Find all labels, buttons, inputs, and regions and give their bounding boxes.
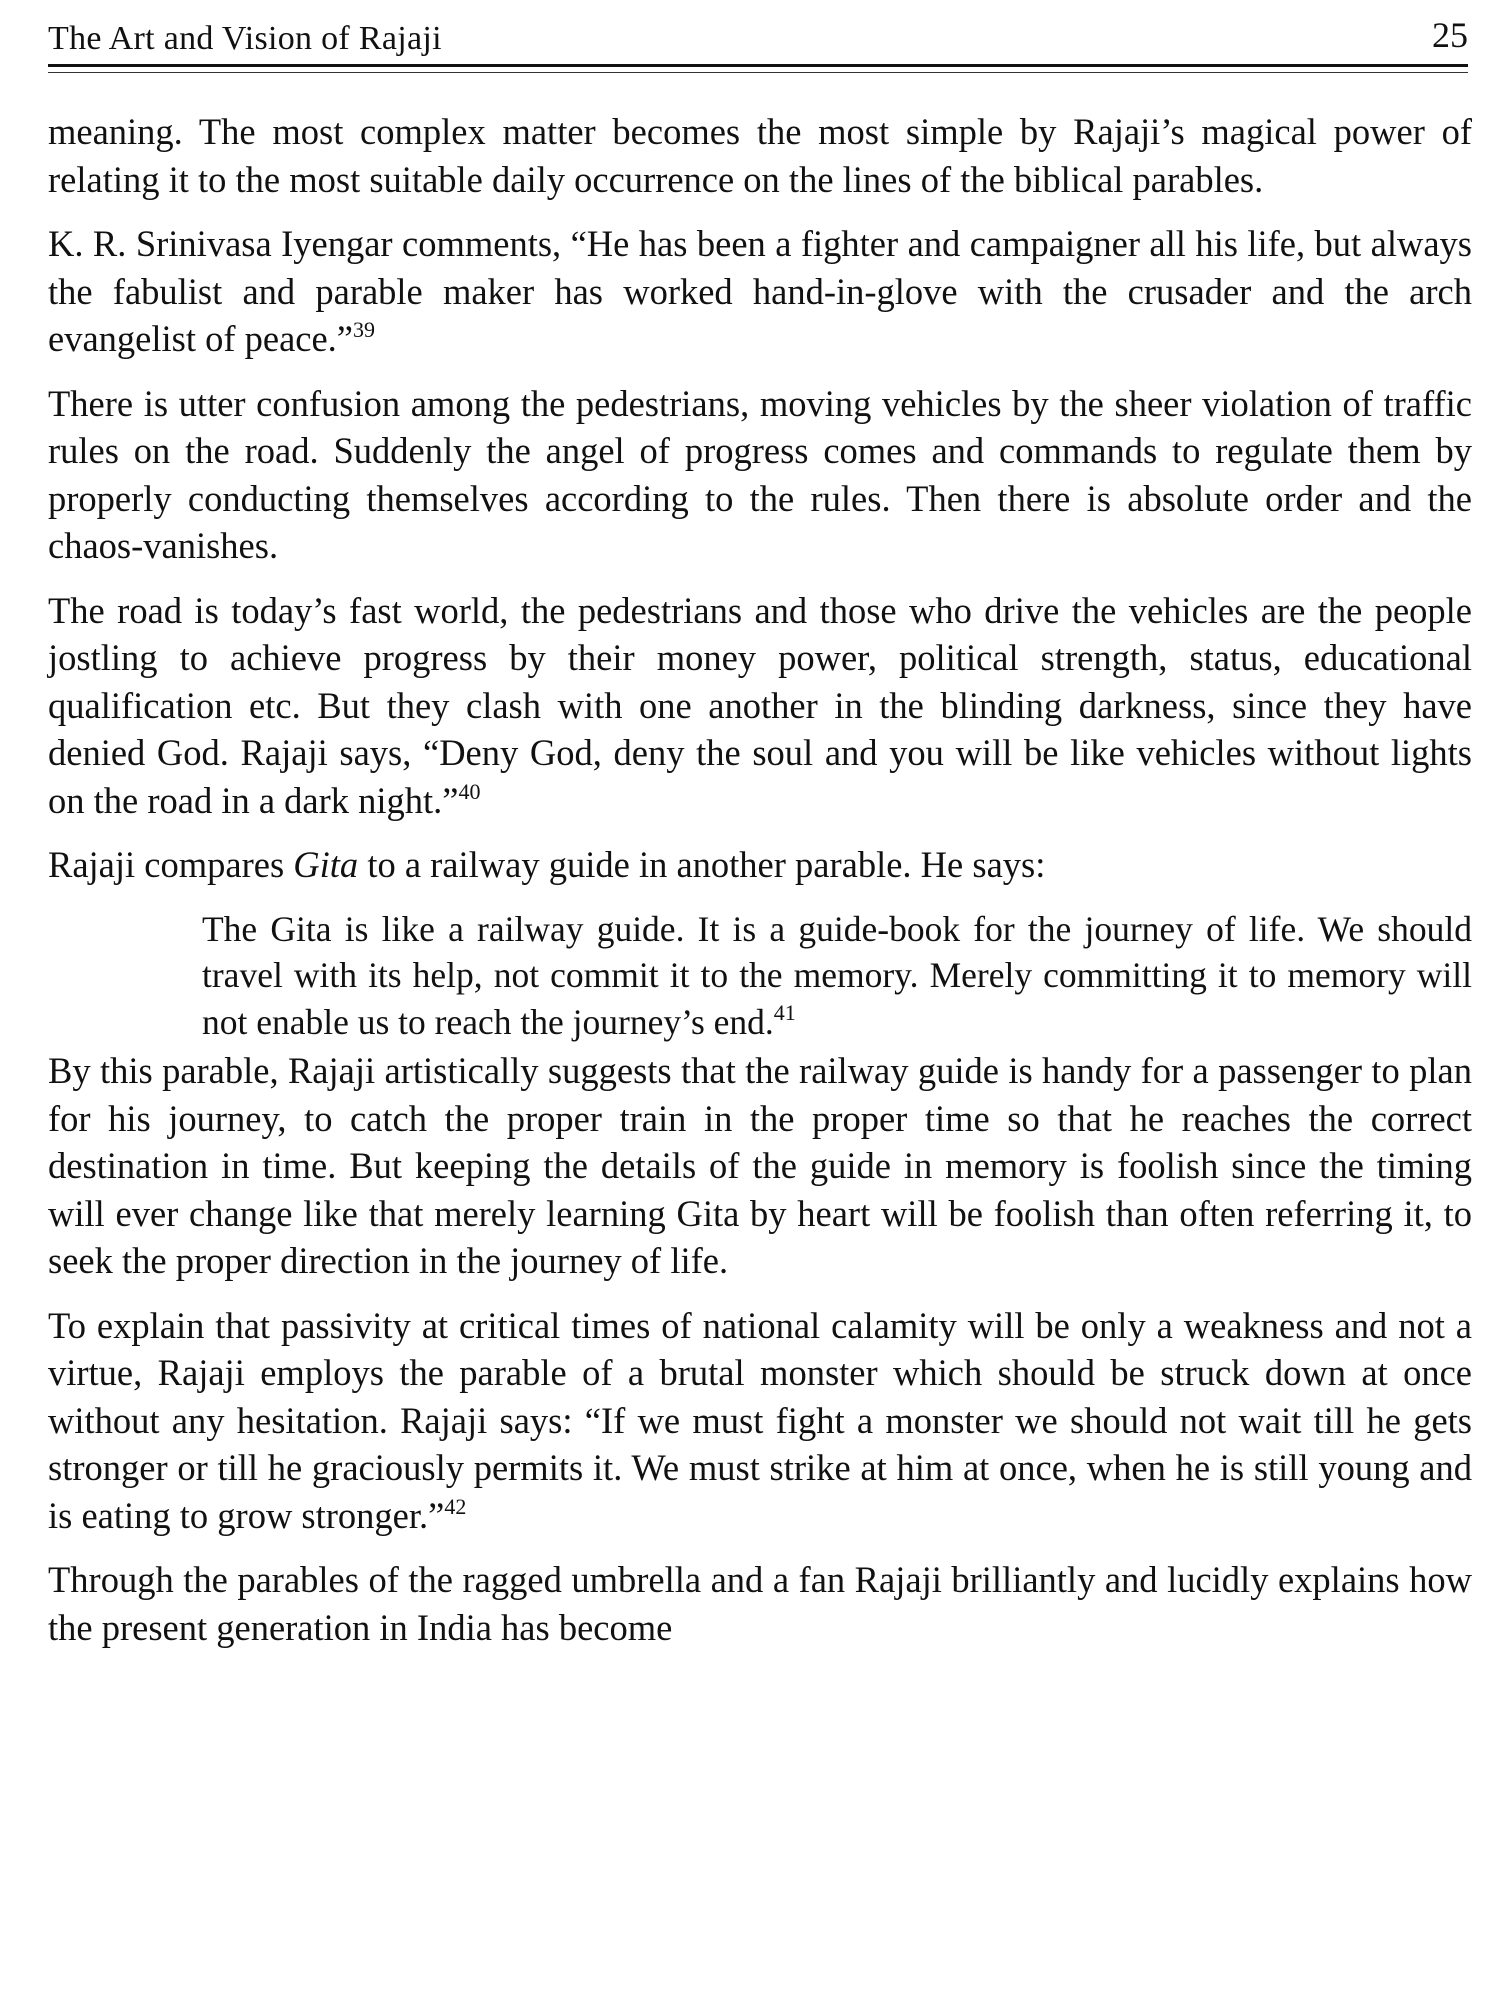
block-quotation xyxy=(202,906,1472,1046)
header-rule xyxy=(48,64,1468,67)
paragraph-8: Through the parables of the ragged umbrella and a fan Rajaji brilliantly and lucidly explains how the present generation in India has become xyxy=(48,1559,1472,1648)
quotation-text: The Gita is like a railway guide. It is a guide-book for the journey of life. We should travel with its help, not commit it to the memory. Merely committing it to memory will not enable us to reach the journey’s end. xyxy=(202,908,1472,1042)
paragraph-2-text: K. R. Srinivasa Iyengar comments, “He has been a fighter and campaigner all his life, but always the fabulist and parable maker has worked hand-in-glove with the crusader and the arch evangelist of peace.” xyxy=(48,223,1472,359)
paragraph-7-text: To explain that passivity at critical times of national calamity will be only a weakness and not a virtue, Rajaji employs the parable of a brutal monster which should be struck down at once without any hesitation. Rajaji says: “If we must fight a monster we should not wait till he gets stronger or till he graciously permits it. We must strike at him at once, when he is still young and is eating to grow stronger.” xyxy=(48,1304,1472,1536)
paragraph-6: By this parable, Rajaji artistically suggests that the railway guide is handy for a passenger to plan for his journey, to catch the proper train in the proper time so that he reaches the correct destination in time. But keeping the details of the guide in memory is foolish since the timing will ever change like that merely learning Gita by heart will be foolish than often referring it, to seek the proper direction in the journey of life. xyxy=(48,1050,1472,1281)
paragraph-1: meaning. The most complex matter becomes the most simple by Rajaji’s magical power of relating it to the most suitable daily occurrence on the lines of the biblical parables. xyxy=(48,111,1472,200)
footnote-ref-42: 42 xyxy=(444,1493,467,1519)
paragraph-3: There is utter confusion among the pedestrians, moving vehicles by the sheer violation of traffic rules on the road. Suddenly the angel of progress comes and commands to regulate them by properly conducting themselves according to the rules. Then there is absolute order and the chaos-vanishes. xyxy=(48,382,1472,566)
body-text xyxy=(48,108,1472,1668)
footnote-ref-41: 41 xyxy=(773,999,796,1025)
paragraph-5-tail: to a railway guide in another parable. He says: xyxy=(358,844,1046,885)
paragraph-5-lead: Rajaji compares xyxy=(48,844,294,885)
running-header xyxy=(48,14,1468,68)
paragraph-7 xyxy=(48,1302,1472,1540)
paragraph-4-text: The road is today’s fast world, the pedestrians and those who drive the vehicles are the people jostling to achieve progress by their money power, political strength, status, educational qualification etc. But they clash with one another in the blinding darkness, since they have denied God. Rajaji says, “Deny God, deny the soul and you will be like vehicles without lights on the road in a dark night.” xyxy=(48,589,1472,821)
gita-title: Gita xyxy=(293,844,359,885)
paragraph-5 xyxy=(48,841,1472,889)
paragraph-2 xyxy=(48,220,1472,363)
header-title: The Art and Vision of Rajaji xyxy=(48,20,442,57)
paragraph-4 xyxy=(48,587,1472,825)
footnote-ref-39: 39 xyxy=(353,317,376,342)
footnote-ref-40: 40 xyxy=(458,778,481,804)
header-rule-secondary xyxy=(48,72,1468,73)
page-number: 25 xyxy=(1432,15,1468,55)
